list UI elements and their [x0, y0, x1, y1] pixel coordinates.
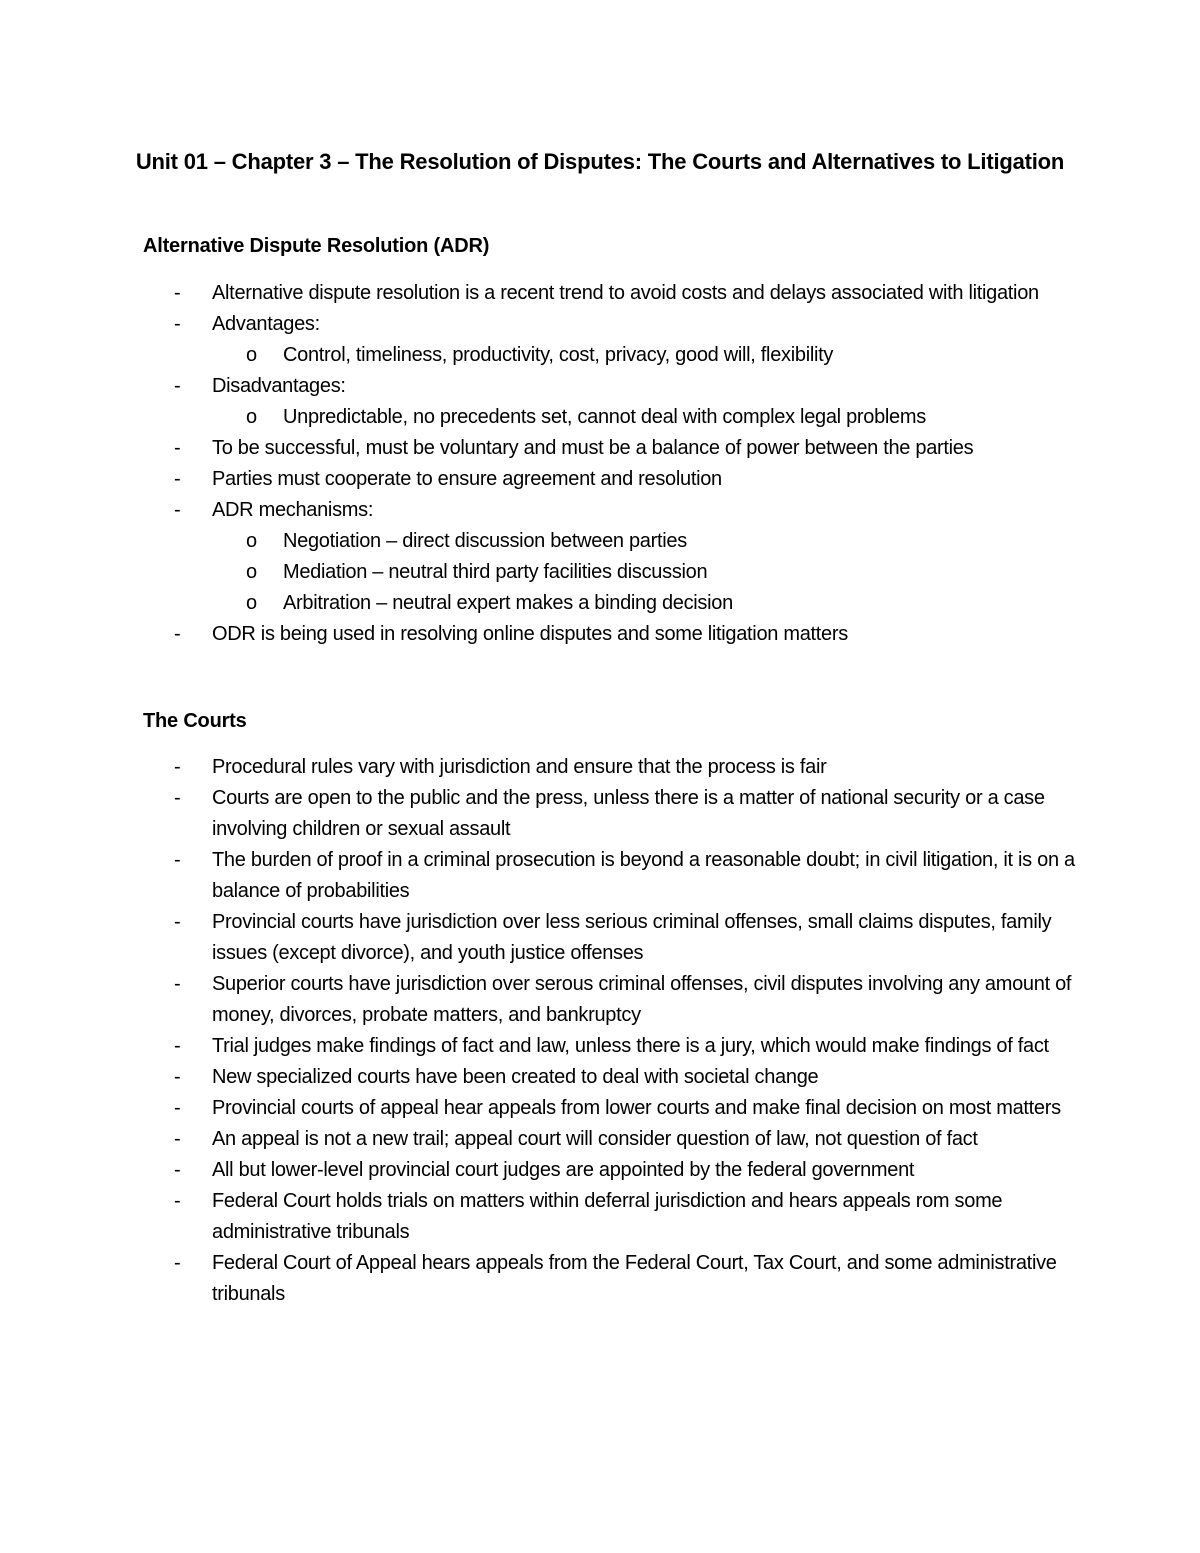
sub-list-item-text: Mediation – neutral third party facilities discussion	[283, 561, 708, 583]
circle-bullet-icon: o	[246, 592, 257, 614]
section-heading-adr: Alternative Dispute Resolution (ADR)	[143, 235, 490, 257]
list-item	[0, 1155, 1200, 1186]
dash-bullet-icon: -	[174, 313, 181, 335]
dash-bullet-icon: -	[174, 756, 181, 778]
sub-list	[212, 340, 1080, 371]
circle-bullet-icon: o	[246, 561, 257, 583]
list-item	[0, 969, 1200, 1031]
list-item-text: Provincial courts of appeal hear appeals from lower courts and make final decision on most matters	[212, 1097, 1061, 1119]
list-item-text: To be successful, must be voluntary and must be a balance of power between the parties	[212, 437, 974, 459]
list-item	[0, 1248, 1200, 1310]
dash-bullet-icon: -	[174, 973, 181, 995]
list-item	[0, 1186, 1200, 1248]
dash-bullet-icon: -	[174, 1252, 181, 1274]
list-item	[0, 1031, 1200, 1062]
dash-bullet-icon: -	[174, 468, 181, 490]
list-item	[0, 309, 1200, 371]
list-item-text: Alternative dispute resolution is a recent trend to avoid costs and delays associated with litigation	[212, 282, 1039, 304]
list-item-text: All but lower-level provincial court judges are appointed by the federal government	[212, 1159, 915, 1181]
dash-bullet-icon: -	[174, 849, 181, 871]
sub-list-item-text: Arbitration – neutral expert makes a binding decision	[283, 592, 733, 614]
list-item	[0, 619, 1200, 650]
sub-list-item-text: Negotiation – direct discussion between parties	[283, 530, 687, 552]
dash-bullet-icon: -	[174, 1128, 181, 1150]
list-item-text: Courts are open to the public and the press, unless there is a matter of national security or a case involving children or sexual assault	[212, 787, 1045, 840]
sub-list	[212, 526, 1080, 619]
list-item	[0, 1062, 1200, 1093]
sub-list-item	[212, 557, 1080, 588]
list-item-text: ODR is being used in resolving online disputes and some litigation matters	[212, 623, 848, 645]
sub-list-item-text: Control, timeliness, productivity, cost, privacy, good will, flexibility	[283, 344, 834, 366]
list-item-text: Federal Court of Appeal hears appeals from the Federal Court, Tax Court, and some administrative tribunals	[212, 1252, 1057, 1305]
dash-bullet-icon: -	[174, 1097, 181, 1119]
courts-bullet-list	[0, 752, 1200, 1310]
list-item-text: New specialized courts have been created to deal with societal change	[212, 1066, 819, 1088]
document-title: Unit 01 – Chapter 3 – The Resolution of Disputes: The Courts and Alternatives to Litigation	[135, 149, 1065, 174]
dash-bullet-icon: -	[174, 787, 181, 809]
sub-list-item-text: Unpredictable, no precedents set, cannot deal with complex legal problems	[283, 406, 926, 428]
dash-bullet-icon: -	[174, 1066, 181, 1088]
list-item-text: ADR mechanisms:	[212, 499, 374, 521]
dash-bullet-icon: -	[174, 499, 181, 521]
sub-list-item	[212, 340, 1080, 371]
sub-list-item	[212, 402, 1080, 433]
list-item	[0, 278, 1200, 309]
sub-list	[212, 402, 1080, 433]
list-item-text: Disadvantages:	[212, 375, 346, 397]
dash-bullet-icon: -	[174, 911, 181, 933]
list-item	[0, 371, 1200, 433]
list-item	[0, 464, 1200, 495]
list-item	[0, 495, 1200, 619]
list-item	[0, 783, 1200, 845]
dash-bullet-icon: -	[174, 282, 181, 304]
list-item	[0, 845, 1200, 907]
list-item-text: Federal Court holds trials on matters within deferral jurisdiction and hears appeals rom some administrative tribunals	[212, 1190, 1003, 1243]
list-item-text: The burden of proof in a criminal prosecution is beyond a reasonable doubt; in civil litigation, it is on a balance of probabilities	[212, 849, 1075, 902]
sub-list-item	[212, 526, 1080, 557]
dash-bullet-icon: -	[174, 1035, 181, 1057]
dash-bullet-icon: -	[174, 1159, 181, 1181]
list-item-text: Parties must cooperate to ensure agreement and resolution	[212, 468, 722, 490]
section-heading-courts: The Courts	[143, 710, 247, 732]
dash-bullet-icon: -	[174, 623, 181, 645]
circle-bullet-icon: o	[246, 344, 257, 366]
list-item-text: Trial judges make findings of fact and law, unless there is a jury, which would make findings of fact	[212, 1035, 1049, 1057]
list-item-text: Advantages:	[212, 313, 320, 335]
dash-bullet-icon: -	[174, 1190, 181, 1212]
list-item-text: Provincial courts have jurisdiction over less serious criminal offenses, small claims disputes, family issues (except divorce), and youth justice offenses	[212, 911, 1052, 964]
list-item	[0, 1093, 1200, 1124]
list-item	[0, 752, 1200, 783]
circle-bullet-icon: o	[246, 530, 257, 552]
adr-bullet-list	[0, 278, 1200, 650]
sub-list-item	[212, 588, 1080, 619]
list-item	[0, 433, 1200, 464]
list-item-text: An appeal is not a new trail; appeal court will consider question of law, not question of fact	[212, 1128, 978, 1150]
dash-bullet-icon: -	[174, 437, 181, 459]
list-item	[0, 907, 1200, 969]
dash-bullet-icon: -	[174, 375, 181, 397]
list-item-text: Superior courts have jurisdiction over serous criminal offenses, civil disputes involving any amount of money, divorces, probate matters, and bankruptcy	[212, 973, 1072, 1026]
circle-bullet-icon: o	[246, 406, 257, 428]
list-item	[0, 1124, 1200, 1155]
list-item-text: Procedural rules vary with jurisdiction and ensure that the process is fair	[212, 756, 827, 778]
